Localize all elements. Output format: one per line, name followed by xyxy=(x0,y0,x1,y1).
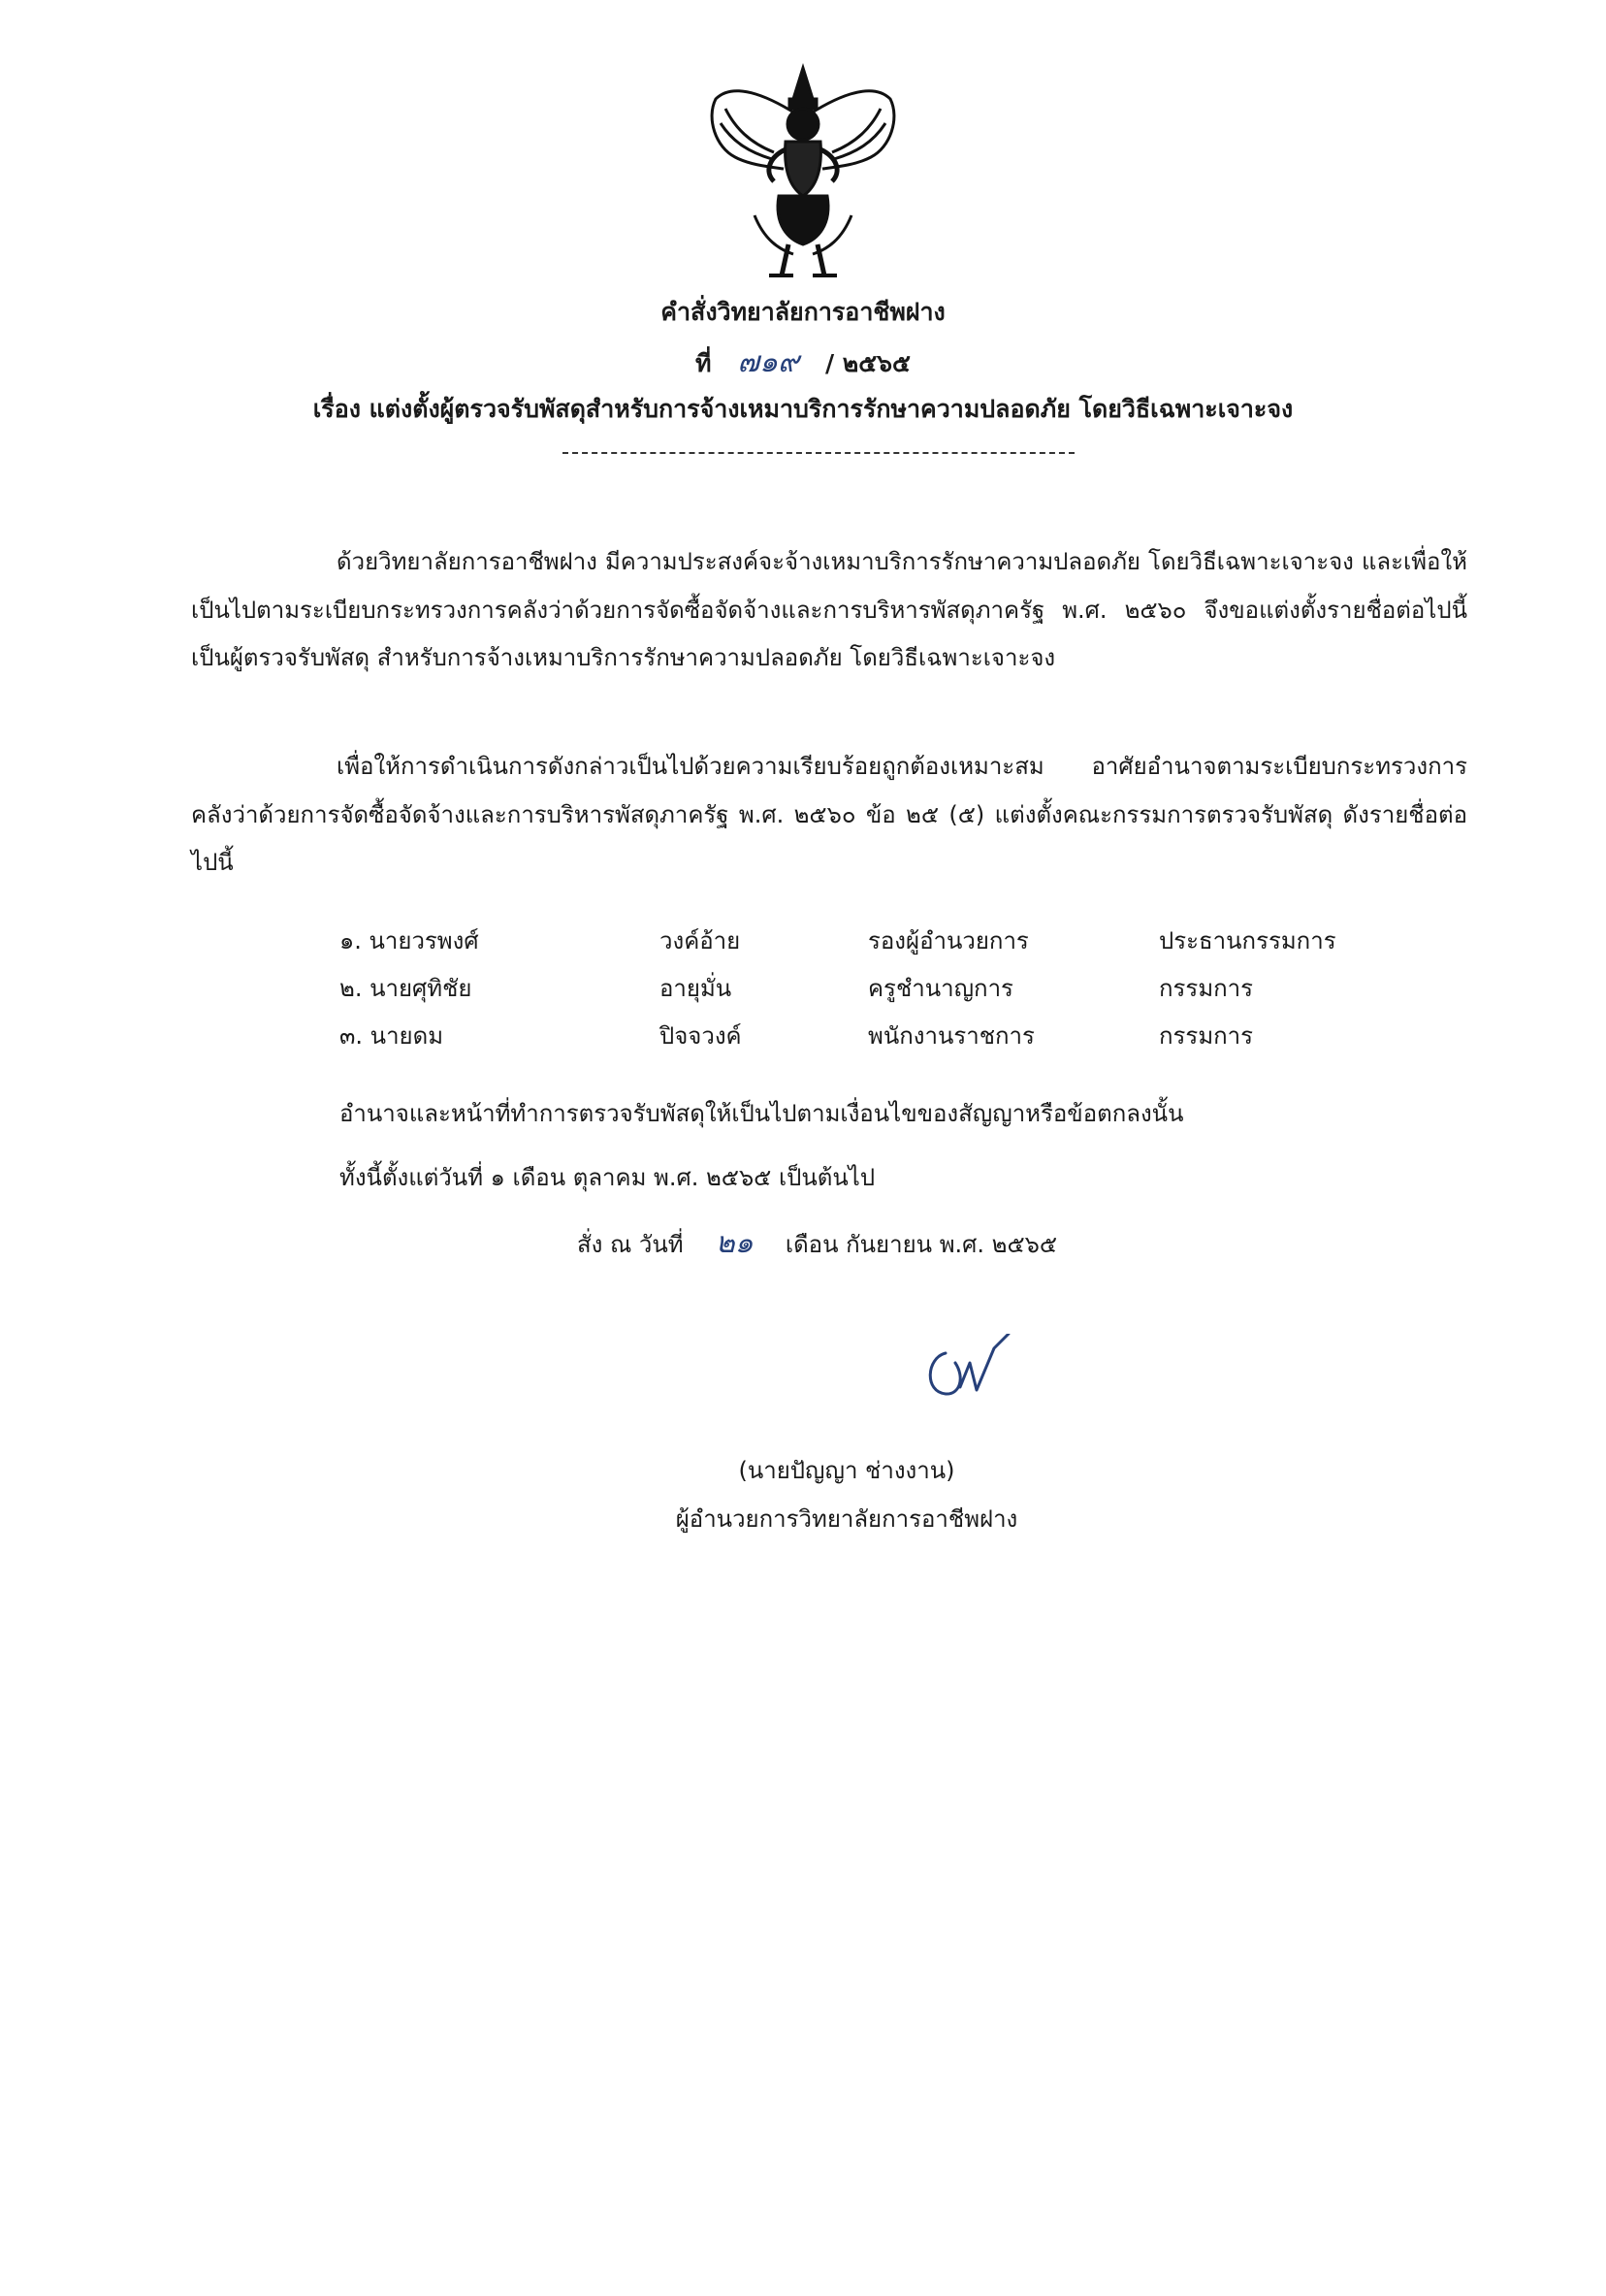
order-title: คำสั่งวิทยาลัยการอาชีพฝาง xyxy=(660,298,946,326)
list-item xyxy=(339,1017,1406,1064)
member-surname: วงค์อ้าย xyxy=(659,927,741,954)
ordered-date-suffix: เดือน กันยายน พ.ศ. ๒๕๖๕ xyxy=(785,1231,1058,1258)
ordered-date xyxy=(577,1220,1057,1266)
order-number-handwritten: ๗๑๙ xyxy=(737,345,799,379)
member-position: รองผู้อำนวยการ xyxy=(868,927,1029,954)
member-role: กรรมการ xyxy=(1159,975,1254,1002)
order-number-prefix: ที่ xyxy=(695,349,712,377)
ordered-date-prefix: สั่ง ณ วันที่ xyxy=(577,1231,684,1258)
order-number xyxy=(0,340,1606,385)
member-position: พนักงานราชการ xyxy=(868,1022,1035,1050)
title-divider xyxy=(562,452,1075,454)
member-name: ๑. นายวรพงศ์ xyxy=(339,927,479,954)
signature-mark xyxy=(916,1334,1043,1411)
ordered-day-handwritten: ๒๑ xyxy=(715,1226,754,1260)
paragraph-intro: ด้วยวิทยาลัยการอาชีพฝาง มีความประสงค์จะจ้างเหมาบริการรักษาความปลอดภัย โดยวิธีเฉพาะเจาะจง และเพื่อให้เป็นไปตามระเบียบกระทรวงการคลังว่าด้วยการจัดซื้อจัดจ้างและการบริหารพัสดุภาครัฐ พ.ศ. ๒๕๖๐ จึงขอแต่งตั้งรายชื่อต่อไปนี้เป็นผู้ตรวจรับพัสดุ สำหรับการจ้างเหมาบริการรักษาความปลอดภัย โดยวิธีเฉพาะเจาะจง xyxy=(191,548,1467,671)
member-surname: อายุมั่น xyxy=(659,975,732,1002)
garuda-emblem-icon xyxy=(696,60,910,283)
paragraph-authority: เพื่อให้การดำเนินการดังกล่าวเป็นไปด้วยความเรียบร้อยถูกต้องเหมาะสม อาศัยอำนาจตามระเบียบกระทรวงการคลังว่าด้วยการจัดซื้อจัดจ้างและการบริหารพัสดุภาครัฐ พ.ศ. ๒๕๖๐ ข้อ ๒๕ (๕) แต่งตั้งคณะกรรมการตรวจรับพัสดุ ดังรายชื่อต่อไปนี้ xyxy=(191,753,1467,876)
member-role: กรรมการ xyxy=(1159,1022,1254,1050)
order-number-suffix: / ๒๕๖๕ xyxy=(824,349,911,377)
signer-name: (นายปัญญา ช่างงาน) xyxy=(738,1457,955,1484)
duty-statement: อำนาจและหน้าที่ทำการตรวจรับพัสดุให้เป็นไปตามเงื่อนไขของสัญญาหรือข้อตกลงนั้น xyxy=(339,1100,1184,1127)
member-name: ๓. นายดม xyxy=(339,1022,444,1050)
signer-title: ผู้อำนวยการวิทยาลัยการอาชีพฝาง xyxy=(675,1505,1018,1533)
order-subject: เรื่อง แต่งตั้งผู้ตรวจรับพัสดุสำหรับการจ้างเหมาบริการรักษาความปลอดภัย โดยวิธีเฉพาะเจาะจง xyxy=(312,395,1294,423)
effective-date: ทั้งนี้ตั้งแต่วันที่ ๑ เดือน ตุลาคม พ.ศ. ๒๕๖๕ เป็นต้นไป xyxy=(339,1164,876,1191)
member-name: ๒. นายศุทิชัย xyxy=(339,975,472,1002)
member-position: ครูชำนาญการ xyxy=(868,975,1013,1002)
member-role: ประธานกรรมการ xyxy=(1159,927,1336,954)
list-item xyxy=(339,922,1406,969)
member-surname: ปิจจวงค์ xyxy=(659,1022,742,1050)
committee-list xyxy=(339,922,1406,1064)
list-item xyxy=(339,969,1406,1017)
